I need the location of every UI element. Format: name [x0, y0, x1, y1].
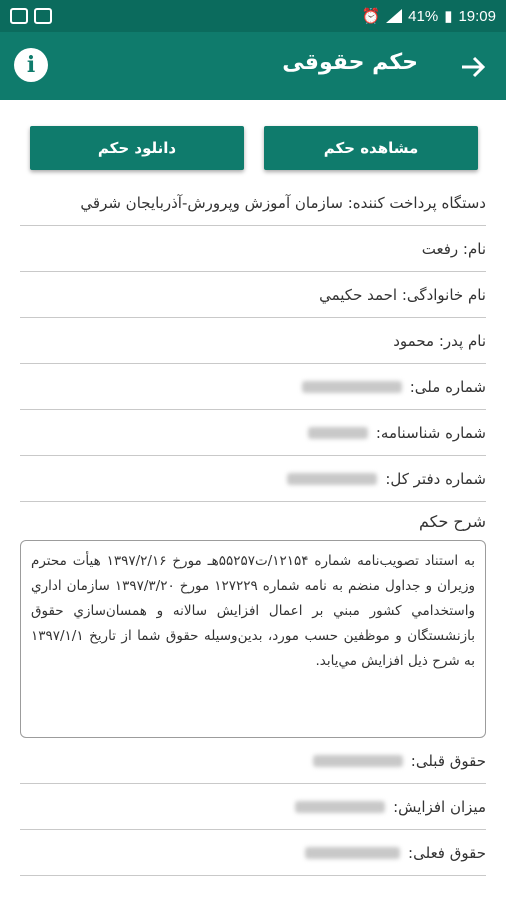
national-id-row [20, 364, 486, 410]
family-value: احمد حكيمي [319, 285, 398, 304]
app-notification-icon [34, 8, 52, 24]
name-value: رفعت [421, 239, 459, 258]
name-label: نام: [462, 239, 486, 258]
redacted-previous-salary [313, 755, 403, 767]
father-label: نام پدر: [438, 331, 486, 350]
arrow-right-icon[interactable] [456, 50, 490, 84]
ruling-details [20, 180, 486, 876]
birth-cert-label: شماره شناسنامه: [375, 423, 486, 442]
view-ruling-button[interactable]: مشاهده حکم [264, 126, 478, 170]
download-ruling-button[interactable]: دانلود حکم [30, 126, 244, 170]
battery-icon: ▮ [444, 8, 453, 25]
description-title: شرح حکم [418, 512, 486, 531]
payer-row [20, 180, 486, 226]
birth-cert-row [20, 410, 486, 456]
redacted-ledger-number [287, 473, 377, 485]
signal-icon [386, 9, 402, 23]
previous-salary-row [20, 738, 486, 784]
alarm-icon: ⏰ [361, 8, 381, 25]
status-bar [0, 0, 506, 32]
app-bar [0, 32, 506, 100]
action-buttons [30, 126, 478, 170]
gallery-notification-icon [10, 8, 28, 24]
family-row [20, 272, 486, 318]
name-row [20, 226, 486, 272]
increase-label: میزان افزایش: [393, 797, 486, 816]
battery-percent: 41% [408, 7, 439, 25]
payer-value: سازمان آموزش وپرورش-آذربايجان شرقي [80, 193, 343, 212]
clock: 19:09 [458, 7, 496, 25]
family-label: نام خانوادگی: [401, 285, 486, 304]
redacted-birth-cert [308, 427, 368, 439]
redacted-national-id [302, 381, 402, 393]
info-icon[interactable]: i [14, 48, 48, 82]
redacted-increase [295, 801, 385, 813]
redacted-current-salary [305, 847, 400, 859]
ledger-row [20, 456, 486, 502]
page-title: حکم حقوقی [282, 50, 418, 75]
ledger-label: شماره دفتر کل: [385, 469, 486, 488]
previous-salary-label: حقوق قبلی: [410, 751, 486, 770]
payer-label: دستگاه پرداخت کننده: [347, 193, 486, 212]
increase-row [20, 784, 486, 830]
current-salary-row [20, 830, 486, 876]
national-id-label: شماره ملی: [409, 377, 486, 396]
father-row [20, 318, 486, 364]
father-value: محمود [393, 331, 435, 350]
current-salary-label: حقوق فعلی: [408, 843, 486, 862]
description-box: به استناد تصويب‌نامه شماره ۱۲۱۵۴/ت۵۵۲۵۷هـ مورخ ۱۳۹۷/۲/۱۶ هيأت محترم وزيران و جداول منضم به نامه شماره ۱۲۷۲۲۹ مورخ ۱۳۹۷/۳/۲۰ سازمان اداري واستخدامي كشور مبني بر اعمال افزايش سالانه و همسان‌سازي حقوق بازنشستگان و موظفين حسب مورد، بدين‌وسيله حقوق شما از تاريخ ۱۳۹۷/۱/۱ به شرح ذيل افزايش مي‌يابد. [20, 540, 486, 738]
